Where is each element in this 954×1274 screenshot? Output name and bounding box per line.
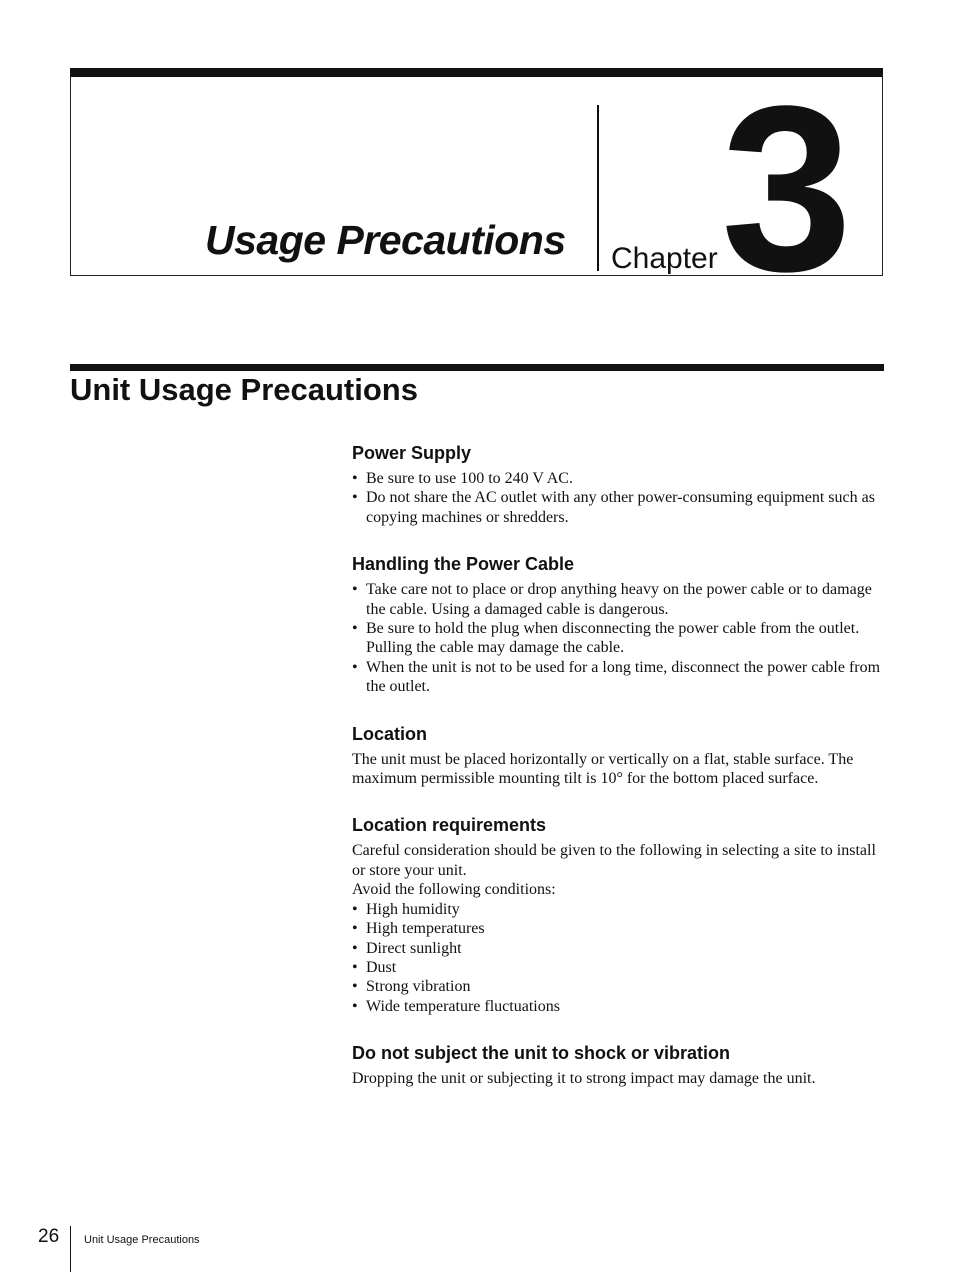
location-heading: Location <box>352 723 427 744</box>
list-item: • Direct sunlight <box>352 939 884 958</box>
list-item: • High humidity <box>352 900 884 919</box>
location-text: The unit must be placed horizontally or vertically on a flat, stable surface. The maximum permissible mounting tilt is 10° for the bottom placed surface. <box>352 750 854 788</box>
shock-heading: Do not subject the unit to shock or vibration <box>352 1043 731 1064</box>
chapter-header <box>70 57 883 321</box>
footer-section-label: Unit Usage Precautions <box>84 1234 200 1246</box>
section-rule <box>70 364 884 371</box>
section-title: Unit Usage Precautions <box>70 372 418 407</box>
main-content <box>352 442 884 1089</box>
list-item: • Be sure to use 100 to 240 V AC. <box>352 469 884 488</box>
footer-divider <box>70 1226 71 1272</box>
chapter-number: 3 <box>721 57 845 321</box>
page-number: 26 <box>38 1226 60 1247</box>
location-requirements-intro: Careful consideration should be given to the following in selecting a site to install or store your unit. <box>352 842 876 879</box>
power-supply-heading: Power Supply <box>352 443 472 463</box>
list-item: • High temperatures <box>352 919 884 938</box>
list-item: • Dust <box>352 958 884 977</box>
chapter-divider <box>597 105 599 271</box>
power-cable-section <box>352 553 884 696</box>
shock-section <box>352 1042 884 1088</box>
location-section <box>352 723 884 789</box>
chapter-title: Usage Precautions <box>205 217 566 263</box>
list-item: • Take care not to place or drop anything heavy on the power cable or to damage the cable. Using a damaged cable is dangerous. <box>352 580 884 619</box>
list-item: • Do not share the AC outlet with any other power-consuming equipment such as copying machines or shredders. <box>352 488 884 527</box>
shock-text: Dropping the unit or subjecting it to strong impact may damage the unit. <box>352 1070 816 1088</box>
location-requirements-heading: Location requirements <box>352 815 547 836</box>
conditions-list <box>352 900 884 1016</box>
power-cable-list <box>352 580 884 696</box>
list-item: • Strong vibration <box>352 977 884 996</box>
power-supply-list <box>352 469 884 527</box>
list-item: • Wide temperature fluctuations <box>352 997 884 1016</box>
power-supply-section <box>352 442 884 527</box>
power-cable-heading: Handling the Power Cable <box>352 554 575 575</box>
list-item: • Be sure to hold the plug when disconnecting the power cable from the outlet. Pulling the cable may damage the cable. <box>352 619 884 658</box>
location-requirements-avoid: Avoid the following conditions: <box>352 881 556 899</box>
list-item: • When the unit is not to be used for a long time, disconnect the power cable from the outlet. <box>352 658 884 697</box>
location-requirements-section <box>352 814 884 1016</box>
chapter-label: Chapter <box>611 242 718 275</box>
